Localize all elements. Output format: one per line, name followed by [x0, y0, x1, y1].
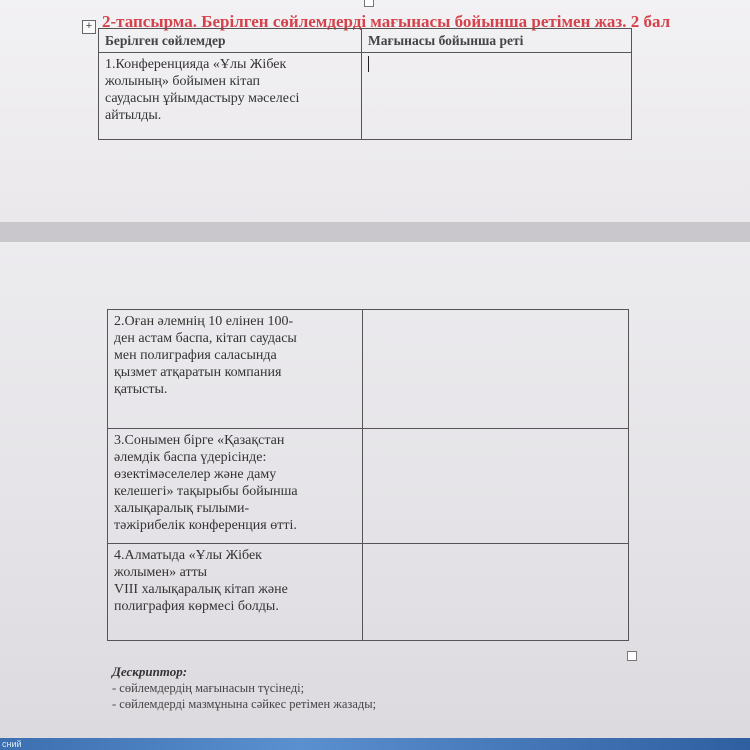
- order-cell[interactable]: [363, 429, 629, 544]
- sentence-cell: [108, 544, 363, 641]
- order-cell[interactable]: [362, 53, 632, 140]
- text-cursor: [368, 56, 369, 72]
- table-header-row: [99, 29, 632, 53]
- sentences-table-page2: [107, 309, 629, 641]
- sentence-text: 3.Сонымен бірге «Қазақстан әлемдік баспа үдерісінде: өзектімәселелер және даму келешегі» тақырыбы бойынша халықаралық ғылыми- тәжірибелік конференция өтті.: [114, 433, 298, 533]
- page-break: [0, 222, 750, 242]
- sentences-table-page1: [98, 28, 632, 140]
- table-move-icon[interactable]: +: [82, 20, 96, 34]
- order-cell[interactable]: [363, 310, 629, 429]
- table-row: [108, 429, 629, 544]
- task-title: 2-тапсырма. Берілген сөйлемдерді мағынасы бойынша ретімен жаз. 2 бал: [102, 12, 671, 31]
- taskbar-label[interactable]: сний: [2, 739, 22, 749]
- descriptor-block: [112, 664, 376, 712]
- descriptor-title: Дескриптор:: [112, 664, 188, 679]
- descriptor-item: - сөйлемдердің мағынасын түсінеді;: [112, 681, 305, 695]
- taskbar: [0, 738, 750, 750]
- table-row: [108, 544, 629, 641]
- table-resize-handle[interactable]: [627, 651, 637, 661]
- resize-handle-top[interactable]: [364, 0, 374, 7]
- header-given-sentences: Берілген сөйлемдер: [99, 29, 362, 53]
- descriptor-item: - сөйлемдерді мазмұнына сәйкес ретімен жазады;: [112, 697, 377, 711]
- order-cell[interactable]: [363, 544, 629, 641]
- sentence-text: 1.Конференцияда «Ұлы Жібек жолының» бойымен кітап саудасын ұйымдастыру мәселесі айтылды.: [105, 57, 300, 123]
- table-row: [108, 310, 629, 429]
- header-order: Мағынасы бойынша реті: [362, 29, 632, 53]
- sentence-text: 4.Алматыда «Ұлы Жібек жолымен» атты VIII халықаралық кітап және полиграфия көрмесі болды.: [114, 548, 288, 614]
- sentence-text: 2.Оған әлемнің 10 елінен 100- ден астам баспа, кітап саудасы мен полиграфия саласында қызмет атқаратын компания қатысты.: [114, 314, 297, 397]
- sentence-cell: [108, 429, 363, 544]
- sentence-cell: [108, 310, 363, 429]
- table-row: [99, 53, 632, 140]
- sentence-cell: [99, 53, 362, 140]
